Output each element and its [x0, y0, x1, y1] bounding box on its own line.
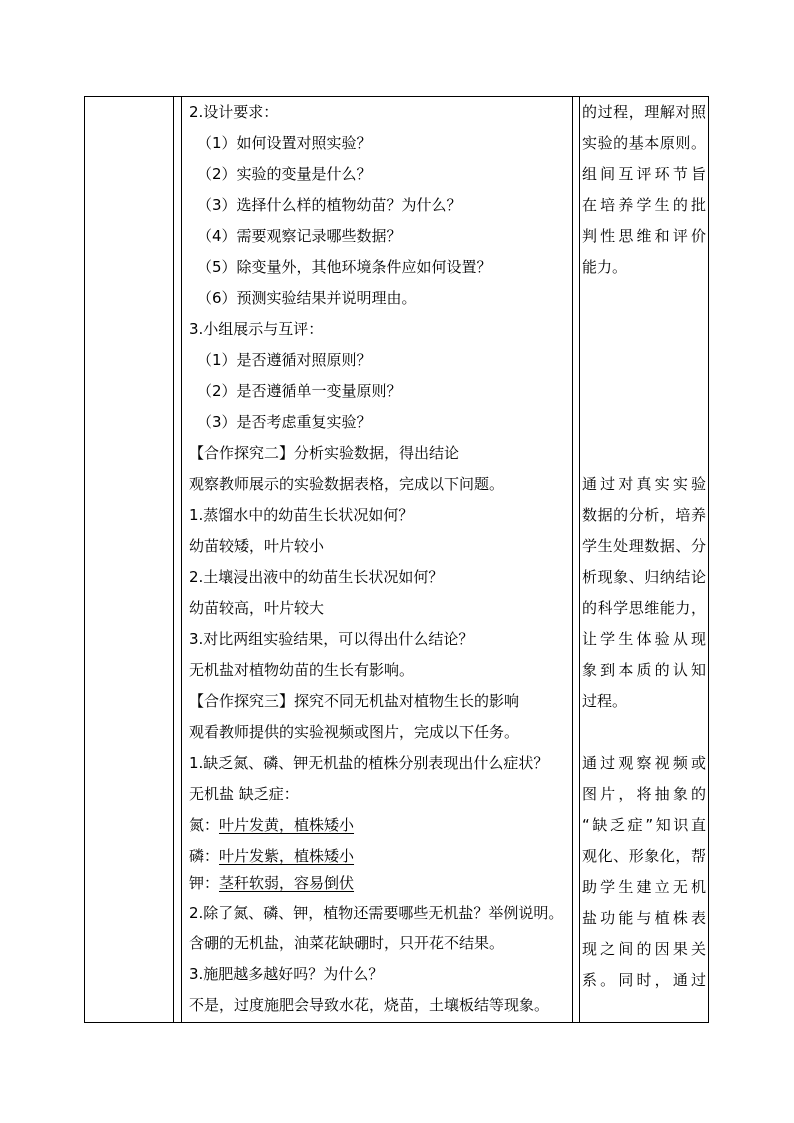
note-line: 过程。	[582, 692, 628, 710]
element-label: 磷：	[189, 847, 220, 865]
element-label: 氮：	[189, 816, 220, 834]
note-line: 的科学思维能力，	[582, 599, 706, 617]
note-line: 组间互评环节旨	[582, 165, 706, 183]
note-line: 系。同时，通过	[582, 971, 706, 989]
section-heading: 【合作探究二】分析实验数据，得出结论	[189, 444, 460, 462]
element-label: 钾：	[189, 874, 220, 892]
text-line: （3）是否考虑重复实验？	[197, 413, 372, 431]
deficiency-row	[189, 815, 354, 835]
note-line: 学生处理数据、分	[582, 537, 706, 555]
text-line: （6）预测实验结果并说明理由。	[197, 289, 417, 307]
column-divider-3	[572, 97, 573, 1022]
note-line: 判性思维和评价	[582, 227, 706, 245]
question-line: 2.土壤浸出液中的幼苗生长状况如何？	[189, 568, 444, 586]
question-line: 1.蒸馏水中的幼苗生长状况如何？	[189, 506, 414, 524]
note-line: 通过对真实实验	[582, 475, 706, 493]
text-line: （2）是否遵循单一变量原则？	[197, 382, 402, 400]
text-line: （3）选择什么样的植物幼苗？为什么？	[197, 196, 462, 214]
note-line: 图片，将抽象的	[582, 785, 706, 803]
answer-line: 无机盐对植物幼苗的生长有影响。	[189, 661, 415, 679]
text-line: （5）除变量外，其他环境条件应如何设置？	[197, 258, 492, 276]
text-line: 3.小组展示与互评：	[189, 320, 324, 338]
note-line: 观化、形象化，帮	[582, 847, 706, 865]
text-line: （4）需要观察记录哪些数据？	[197, 227, 402, 245]
question-line: 2.除了氮、磷、钾，植物还需要哪些无机盐？举例说明。	[189, 904, 564, 922]
question-line: 3.施肥越多越好吗？为什么？	[189, 965, 384, 983]
symptom-answer: 叶片发黄，植株矮小	[219, 816, 355, 834]
note-line: 助学生建立无机	[582, 878, 706, 896]
note-line: 象到本质的认知	[582, 661, 706, 679]
text-line: 观看教师提供的实验视频或图片，完成以下任务。	[189, 723, 520, 741]
text-line: 观察教师展示的实验数据表格，完成以下问题。	[189, 475, 505, 493]
text-line: 无机盐 缺乏症：	[189, 785, 299, 803]
text-line: （1）如何设置对照实验？	[197, 134, 372, 152]
lesson-table	[84, 96, 709, 1023]
symptom-answer: 叶片发紫，植株矮小	[219, 847, 355, 865]
answer-line: 幼苗较高，叶片较大	[189, 599, 325, 617]
column-divider-4	[579, 97, 580, 1022]
note-line: 的过程，理解对照	[582, 103, 706, 121]
deficiency-row	[189, 846, 354, 866]
note-line: 能力。	[582, 258, 628, 276]
note-line: “缺乏症”知识直	[582, 816, 706, 834]
question-line: 1.缺乏氮、磷、钾无机盐的植株分别表现出什么症状？	[189, 754, 549, 772]
column-divider-1	[173, 97, 174, 1022]
answer-line: 幼苗较矮，叶片较小	[189, 537, 325, 555]
symptom-answer: 茎秆软弱，容易倒伏	[219, 874, 355, 892]
note-line: 数据的分析，培养	[582, 506, 706, 524]
note-line: 现之间的因果关	[582, 940, 706, 958]
question-line: 3.对比两组实验结果，可以得出什么结论？	[189, 630, 474, 648]
text-line: （2）实验的变量是什么？	[197, 165, 372, 183]
deficiency-row	[189, 873, 354, 893]
note-line: 析现象、归纳结论	[582, 568, 706, 586]
note-line: 盐功能与植株表	[582, 909, 706, 927]
answer-line: 不是，过度施肥会导致水花，烧苗，土壤板结等现象。	[189, 996, 550, 1014]
note-line: 让学生体验从现	[582, 630, 706, 648]
note-line: 实验的基本原则。	[582, 134, 706, 152]
text-line: 2.设计要求：	[189, 103, 279, 121]
answer-line: 含硼的无机盐，油菜花缺硼时，只开花不结果。	[189, 934, 505, 952]
note-line: 通过观察视频或	[582, 754, 706, 772]
section-heading: 【合作探究三】探究不同无机盐对植物生长的影响	[189, 692, 520, 710]
note-line: 在培养学生的批	[582, 196, 706, 214]
text-line: （1）是否遵循对照原则？	[197, 351, 372, 369]
column-divider-2	[181, 97, 182, 1022]
